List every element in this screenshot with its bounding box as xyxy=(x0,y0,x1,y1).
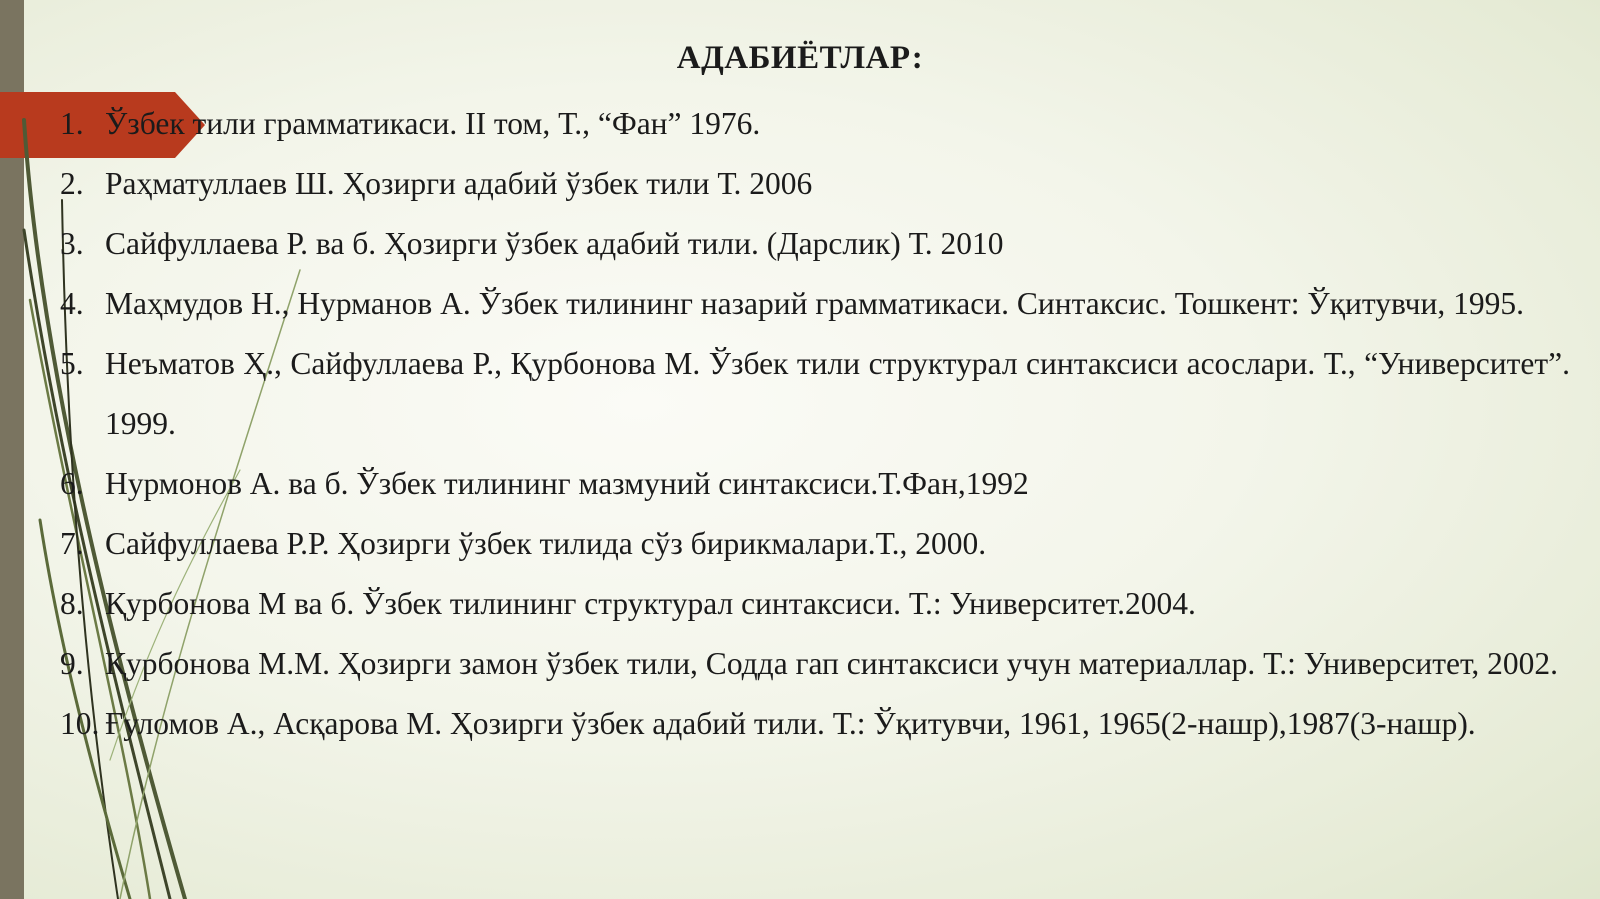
list-item xyxy=(60,694,1570,754)
item-number: 10. xyxy=(60,706,100,741)
reference-text: Ўзбек тили грамматикаси. II том, Т., “Фан” 1976. xyxy=(105,106,761,141)
item-number: 2. xyxy=(60,166,84,201)
reference-text: Қурбонова М.М. Ҳозирги замон ўзбек тили, Содда гап синтаксиси учун материаллар. Т.: Университет, 2002. xyxy=(105,646,1559,681)
reference-text: Маҳмудов Н., Нурманов А. Ўзбек тилининг назарий грамматикаси. Синтаксис. Тошкент: Ўқитувчи, 1995. xyxy=(105,286,1524,321)
list-item xyxy=(60,274,1570,334)
item-number: 3. xyxy=(60,226,84,261)
reference-text: Ғуломов А., Асқарова М. Ҳозирги ўзбек адабий тили. Т.: Ўқитувчи, 1961, 1965(2-нашр),1987(3-нашр). xyxy=(105,706,1476,741)
list-item xyxy=(60,454,1570,514)
reference-text: Нурмонов А. ва б. Ўзбек тилининг мазмуний синтаксиси.Т.Фан,1992 xyxy=(105,466,1029,501)
list-item xyxy=(60,514,1570,574)
reference-text: Сайфуллаева Р. ва б. Ҳозирги ўзбек адабий тили. (Дарслик) Т. 2010 xyxy=(105,226,1004,261)
item-number: 9. xyxy=(60,646,84,681)
item-number: 6. xyxy=(60,466,84,501)
list-item xyxy=(60,574,1570,634)
list-item xyxy=(60,634,1570,694)
slide-title: АДАБИЁТЛАР: xyxy=(676,40,924,76)
reference-text: Сайфуллаева Р.Р. Ҳозирги ўзбек тилида сўз бирикмалари.Т., 2000. xyxy=(105,526,987,561)
reference-text: Қурбонова М ва б. Ўзбек тилининг структурал синтаксиси. Т.: Университет.2004. xyxy=(105,586,1196,621)
item-number: 7. xyxy=(60,526,84,561)
list-item xyxy=(60,94,1570,154)
list-item xyxy=(60,154,1570,214)
item-number: 8. xyxy=(60,586,84,621)
item-number: 5. xyxy=(60,346,84,381)
item-number: 1. xyxy=(60,106,84,141)
reference-text: Раҳматуллаев Ш. Ҳозирги адабий ўзбек тили Т. 2006 xyxy=(105,166,813,201)
list-item xyxy=(60,214,1570,274)
list-item xyxy=(60,334,1570,454)
item-number: 4. xyxy=(60,286,84,321)
references-list xyxy=(60,94,1570,754)
reference-text: Неъматов Ҳ., Сайфуллаева Р., Қурбонова М. Ўзбек тили структурал синтаксиси асослари. Т., “Университет”. 1999. xyxy=(105,346,1570,441)
